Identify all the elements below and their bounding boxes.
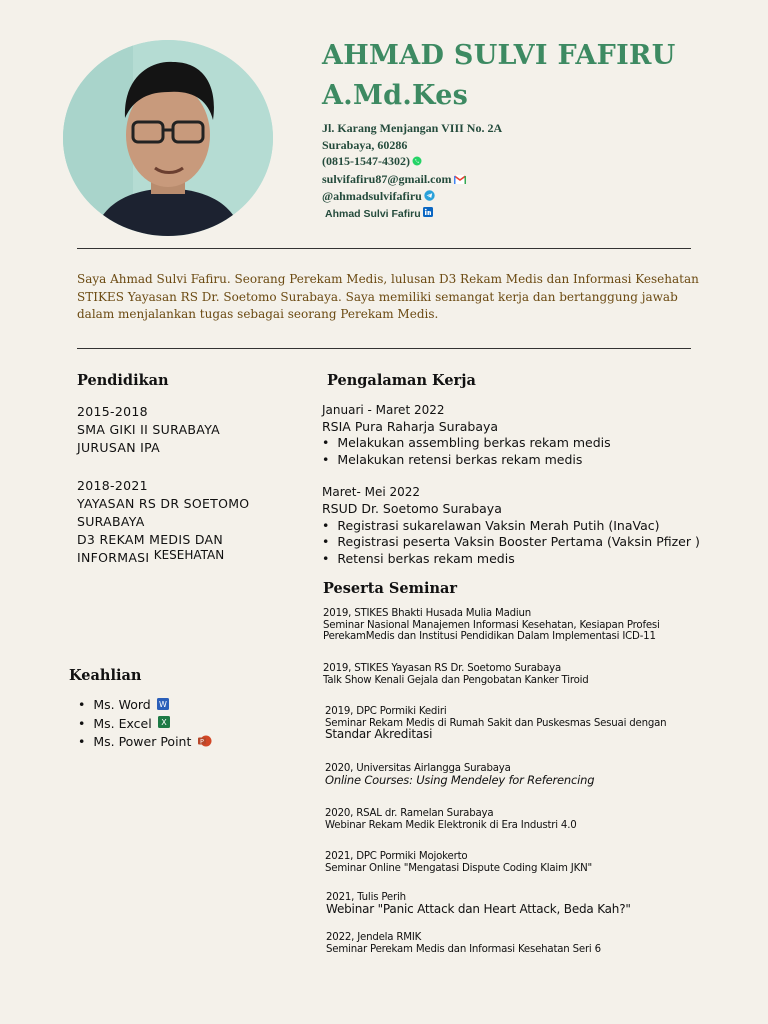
education-major: JURUSAN IPA <box>77 440 160 456</box>
job-task: • Retensi berkas rekam medis <box>322 550 515 566</box>
seminar-head: 2019, STIKES Bhakti Husada Mulia Madiun <box>323 608 532 619</box>
seminar-head: 2021, Tulis Perih <box>326 892 406 903</box>
seminar-item <box>325 706 666 741</box>
svg-text:P: P <box>200 736 205 745</box>
email-row[interactable] <box>322 171 502 189</box>
skill-item: • Ms. Word W <box>78 696 213 715</box>
skills-list <box>78 696 213 752</box>
excel-icon <box>158 715 170 733</box>
seminar-title: Seminar Nasional Manajemen Informasi Kesehatan, Kesiapan Profesi <box>323 619 660 631</box>
seminar-item <box>325 851 592 874</box>
seminar-head: 2019, DPC Pormiki Kediri <box>325 706 447 717</box>
linkedin-name[interactable]: Ahmad Sulvi Fafiru <box>325 207 421 220</box>
job-task: • Melakukan retensi berkas rekam medis <box>322 451 583 467</box>
divider-top <box>77 248 691 249</box>
experience-heading: Pengalaman Kerja <box>327 372 476 389</box>
skills-heading: Keahlian <box>69 667 142 684</box>
seminars-heading: Peserta Seminar <box>323 580 458 597</box>
seminar-head: 2020, RSAL dr. Ramelan Surabaya <box>325 808 494 819</box>
seminar-item <box>326 892 631 915</box>
svg-text:W: W <box>158 699 167 709</box>
education-years: 2015-2018 <box>77 404 148 419</box>
phone-number[interactable]: (0815-1547-4302) <box>322 154 410 168</box>
skill-item: • Ms. Power Point P <box>78 733 213 752</box>
education-school: SURABAYA <box>77 514 145 530</box>
experience-list <box>322 402 700 567</box>
name-line-1: AHMAD SULVI FAFIRU <box>322 40 676 71</box>
powerpoint-icon <box>197 734 213 752</box>
seminar-title: Webinar "Panic Attack dan Heart Attack, Beda Kah?" <box>326 901 631 916</box>
education-major: INFORMASI KESEHATAN <box>77 548 225 566</box>
seminar-item <box>323 663 589 686</box>
word-icon <box>157 697 169 715</box>
phone-row[interactable] <box>322 153 502 171</box>
seminar-item <box>326 932 601 955</box>
linkedin-row[interactable] <box>322 206 502 223</box>
seminar-title: Talk Show Kenali Gejala dan Pengobatan Kanker Tiroid <box>323 674 589 686</box>
whatsapp-icon <box>412 154 422 171</box>
candidate-name <box>322 36 676 116</box>
profile-summary: Saya Ahmad Sulvi Fafiru. Seorang Perekam Medis, lulusan D3 Rekam Medis dan Informasi Kesehatan STIKES Yayasan RS Dr. Soetomo Surabaya. Saya memiliki semangat kerja dan bertanggung jawab dalam menjalankan tugas sebagai seorang Perekam Medis. <box>77 272 699 321</box>
telegram-icon <box>424 189 435 206</box>
profile-photo <box>63 40 273 236</box>
seminar-title: Online Courses: Using Mendeley for Referencing <box>325 772 595 787</box>
seminar-title: Seminar Online "Mengatasi Dispute Coding Klaim JKN" <box>325 862 592 874</box>
education-list <box>77 403 249 568</box>
email-address[interactable]: sulvifafiru87@gmail.com <box>322 171 452 186</box>
education-school: SMA GIKI II SURABAYA <box>77 422 221 438</box>
seminar-item <box>325 808 577 831</box>
job-task: • Registrasi sukarelawan Vaksin Merah Putih (InaVac) <box>322 517 660 533</box>
education-years: 2018-2021 <box>77 477 148 493</box>
education-school: YAYASAN RS DR SOETOMO <box>77 495 250 511</box>
telegram-handle[interactable]: @ahmadsulvifafiru <box>322 189 422 203</box>
divider-bottom <box>77 348 691 349</box>
svg-text:X: X <box>160 718 167 727</box>
seminar-head: 2020, Universitas Airlangga Surabaya <box>325 763 511 774</box>
contact-info <box>322 120 502 222</box>
telegram-row[interactable] <box>322 188 502 206</box>
seminar-title: Seminar Perekam Medis dan Informasi Kesehatan Seri 6 <box>326 943 601 955</box>
job-task: • Registrasi peserta Vaksin Booster Pertama (Vaksin Pfizer ) <box>322 534 700 550</box>
seminar-title: PerekamMedis dan Institusi Pendidikan Dalam Implementasi ICD-11 <box>323 631 656 642</box>
linkedin-icon <box>423 206 433 223</box>
seminar-head: 2019, STIKES Yayasan RS Dr. Soetomo Surabaya <box>323 663 561 674</box>
seminar-title: Seminar Rekam Medis di Rumah Sakit dan Puskesmas Sesuai dengan <box>325 717 667 729</box>
gmail-icon <box>454 172 466 189</box>
skill-item: • Ms. Excel X <box>78 715 213 734</box>
address-line-1: Jl. Karang Menjangan VIII No. 2A <box>322 121 503 135</box>
name-line-2: A.Md.Kes <box>322 80 469 111</box>
seminar-head: 2021, DPC Pormiki Mojokerto <box>325 851 468 862</box>
education-major: D3 REKAM MEDIS DAN <box>77 532 224 548</box>
job-period: Maret- Mei 2022 <box>322 485 421 500</box>
job-task: • Melakukan assembling berkas rekam medis <box>322 435 611 451</box>
seminar-head: 2022, Jendela RMIK <box>326 932 422 943</box>
job-place: RSUD Dr. Soetomo Surabaya <box>322 500 502 516</box>
job-place: RSIA Pura Raharja Surabaya <box>322 418 499 434</box>
seminar-item <box>323 608 660 643</box>
seminar-item <box>325 763 594 786</box>
address-line-2: Surabaya, 60286 <box>322 137 408 152</box>
seminar-title: Webinar Rekam Medik Elektronik di Era Industri 4.0 <box>325 819 577 831</box>
education-heading: Pendidikan <box>77 372 169 389</box>
job-period: Januari - Maret 2022 <box>322 403 445 417</box>
seminar-title: Standar Akreditasi <box>325 727 433 741</box>
